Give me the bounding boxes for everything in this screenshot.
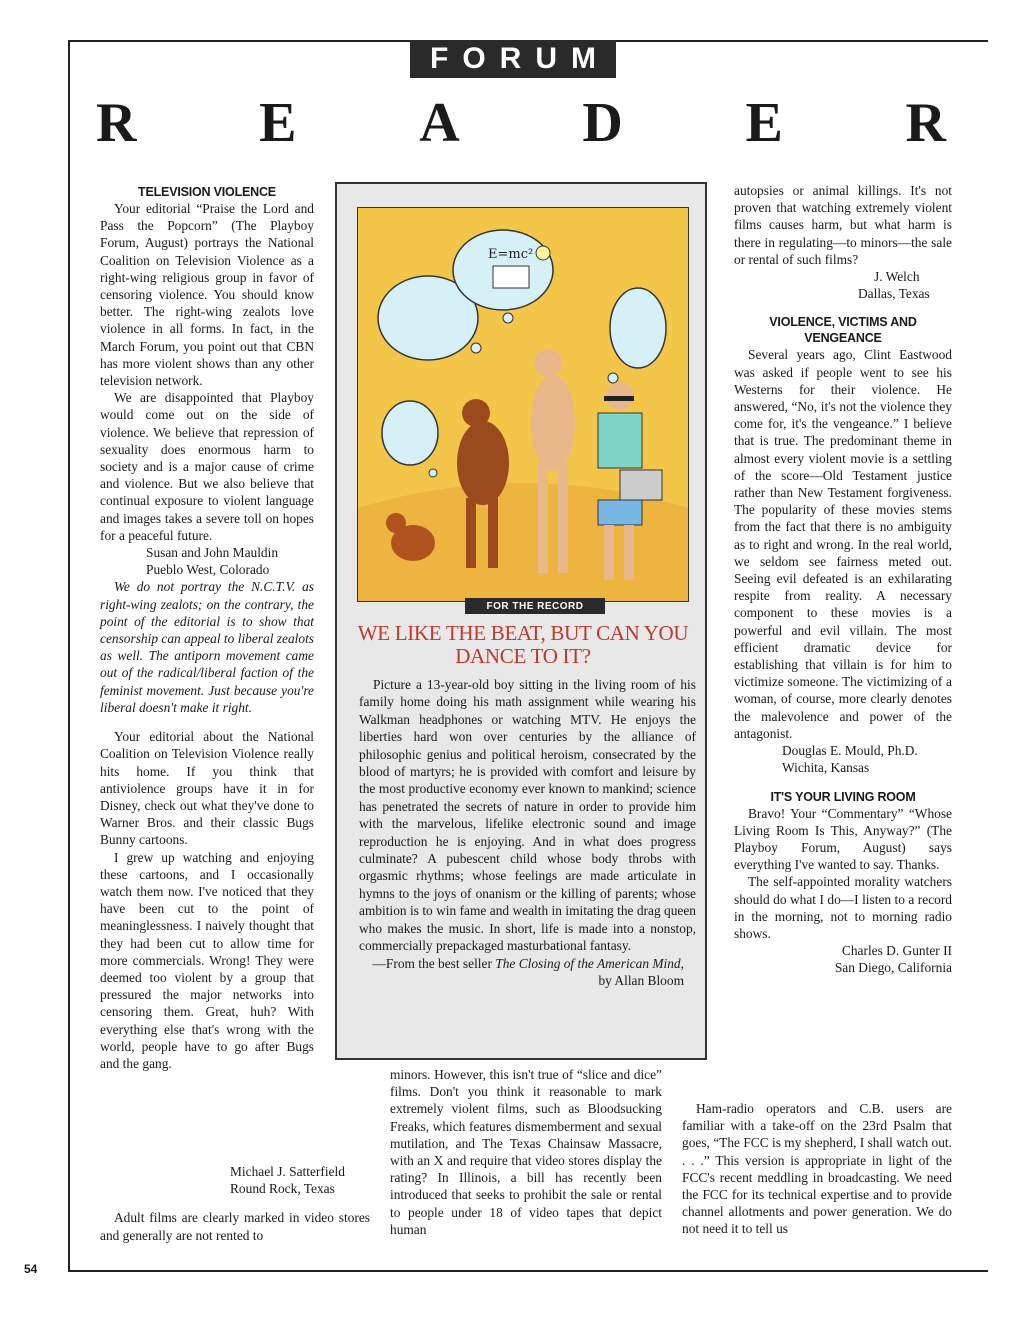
letter-paragraph: Bravo! Your “Commentary” “Whose Living Room Is This, Anyway?” (The Playboy Forum, August) says everything I've wanted to say. Thanks. [734, 805, 952, 873]
letter-signature-location: Pueblo West, Colorado [146, 562, 270, 578]
forum-badge: FORUM [410, 40, 616, 78]
column-3 [734, 182, 952, 977]
sidebar-source: —From the best seller The Closing of the American Mind, by Allan Bloom [372, 955, 684, 988]
evolution-illustration-svg [358, 208, 688, 601]
evolution-illustration [357, 207, 689, 602]
section-heading-television-violence: TELEVISION VIOLENCE [138, 185, 276, 199]
frame-bottom-rule [68, 1270, 988, 1272]
sidebar-paragraph: Picture a 13-year-old boy sitting in the living room of his family home doing his math assignment while wearing his Walkman headphones or watching MTV. He enjoys the liberties hard won over centuries by the alliance of philosophic genius and political heroism, consecrated by the blood of martyrs; he is provided with comfort and leisure by the most productive economy ever known to mankind; science has penetrated the secrets of nature in order to provide him with the marvelous, lifelike electronic sound and image reproduction he is enjoying. And in what does progress culminate? A pubescent child whose body throbs with orgasmic rhythms; whose feelings are made articulate in hymns to the joys of onanism or the killing of parents; whose ambition is to win fame and wealth in imitating the drag queen who makes the music. In short, life is made into a nonstop, commercially prepackaged masturbational fantasy. [359, 677, 696, 954]
letter-paragraph: I grew up watching and enjoying these cartoons, and I occasionally watch them now. I've noticed that they have been cut to the point of meaninglessness. I naively thought that they had been cut to allow time for more commercials. Wrong! They were deemed too violent by a group that pressured the major networks into censoring them. Great, huh? With everything else that's wrong with the world, people have to go after Bugs and the gang. [100, 849, 314, 1071]
page-number: 54 [24, 1262, 38, 1276]
reader-letter: D [582, 92, 623, 154]
letter-paragraph: Adult films are clearly marked in video stores and generally are not rented to [100, 1210, 370, 1243]
section-heading-living-room: IT'S YOUR LIVING ROOM [770, 789, 916, 804]
editor-reply: We do not portray the N.C.T.V. as right-wing zealots; on the contrary, the point of the editorial is to show that censorship can appeal to liberal zealots as well. The antiporn movement came out of the radical/liberal faction of the feminist movement. Just because you're liberal doesn't make it right. [100, 579, 314, 715]
letter-signature-location: San Diego, California [834, 960, 952, 976]
column-1-upper [100, 184, 314, 1072]
column-2-lower [390, 1066, 662, 1238]
letter-paragraph: We are disappointed that Playboy would come out on the side of violence. We believe that repression of sexuality does enormous harm to society and is a major cause of crime and violence. But we also believe that continual exposure to violent language and images takes a severe toll on hopes for a peaceful future. [100, 390, 314, 543]
letter-signature: J. Welch [874, 269, 920, 285]
for-the-record-label: FOR THE RECORD [465, 598, 605, 614]
reader-letter: A [419, 92, 460, 154]
reader-letter: R [96, 92, 137, 154]
letter-paragraph: Ham-radio operators and C.B. users are familiar with a take-off on the 23rd Psalm that goes, “The FCC is my shepherd, I shall watch out. . . .” This version is appropriate in light of the FCC's recent meddling in broadcasting. We need the FCC for its technical expertise and to provide channel allotments and power generation. We do not need it to tell us [682, 1101, 953, 1237]
bubble-equation-text: E=mc² [488, 247, 534, 262]
letter-paragraph: The self-appointed morality watchers should do what I do—I listen to a record in the morning, not to morning radio shows. [734, 874, 952, 941]
section-heading-violence-victims: VIOLENCE, VICTIMS AND VENGEANCE [769, 315, 917, 346]
reader-letter: E [259, 92, 297, 154]
letter-signature: Susan and John Mauldin [146, 545, 279, 561]
for-the-record-sidebar [335, 182, 707, 1060]
letter-paragraph: Your editorial about the National Coalition on Television Violence really hits home. If you think that antiviolence groups have it in for Disney, check out what they've done to Warner Bros. and their classic Bugs Bunny cartoons. [100, 729, 314, 848]
letter-signature-location: Round Rock, Texas [230, 1181, 335, 1197]
letter-signature: Michael J. Satterfield [230, 1164, 345, 1179]
sidebar-title: WE LIKE THE BEAT, BUT CAN YOU DANCE TO IT? [357, 621, 689, 668]
letter-signature: Douglas E. Mould, Ph.D. [782, 743, 918, 759]
letter-paragraph: minors. However, this isn't true of “slice and dice” films. Don't you think it reasonable to mark extremely violent films, such as Bloodsucking Freaks, which features dismemberment and sexual mutilation, and The Texas Chainsaw Massacre, with an X and require that video stores display the rating? In Illinois, a bill has recently been introduced that seeks to prohibit the sale or rental to people under 18 of video tapes that depict human [390, 1067, 662, 1237]
column-3-lower [682, 1100, 952, 1238]
letter-signature-location: Dallas, Texas [858, 286, 930, 302]
letter-paragraph: autopsies or animal killings. It's not proven that watching extremely violent films causes harm, but what harm is there in regulating—to minors—the sale or rental of such films? [734, 183, 952, 267]
reader-heading [96, 88, 946, 158]
sidebar-body [359, 676, 696, 989]
frame-left-rule [68, 40, 70, 1272]
reader-letter: E [745, 92, 783, 154]
reader-letter: R [905, 92, 946, 154]
letter-signature-location: Wichita, Kansas [782, 760, 870, 776]
letter-paragraph: Your editorial “Praise the Lord and Pass the Popcorn” (The Playboy Forum, August) portrays the National Coalition on Television Violence as a right-wing religious group in favor of censoring violence. You should know better. The right-wing zealots love violence in all forms. In fact, in the March Forum, you point out that CBN has more violent shows than any other television network. [100, 201, 314, 389]
column-1-lower [100, 1163, 370, 1244]
letter-paragraph: Several years ago, Clint Eastwood was asked if people went to see his Westerns for their violence. He answered, “No, it's not the violence they come for, it's the vengeance.” I believe that is true. The predominant theme in almost every violent movie is a settling of the score—Old Testament justice rather than New Testament forgiveness. The popularity of these movies stems from the fact that there is no ambiguity as to right and wrong. In the real world, we seldom see fairness meted out. Seeing evil defeated is an exhilarating respite from reality. A necessary component to these movies is a powerful and evil villain. The most efficient dramatic device for establishing that villain is for him to victimize someone. The victimizing of a woman, of course, more clearly denotes the malevolence and power of the antagonist. [734, 347, 952, 741]
letter-signature: Charles D. Gunter II [841, 943, 952, 959]
